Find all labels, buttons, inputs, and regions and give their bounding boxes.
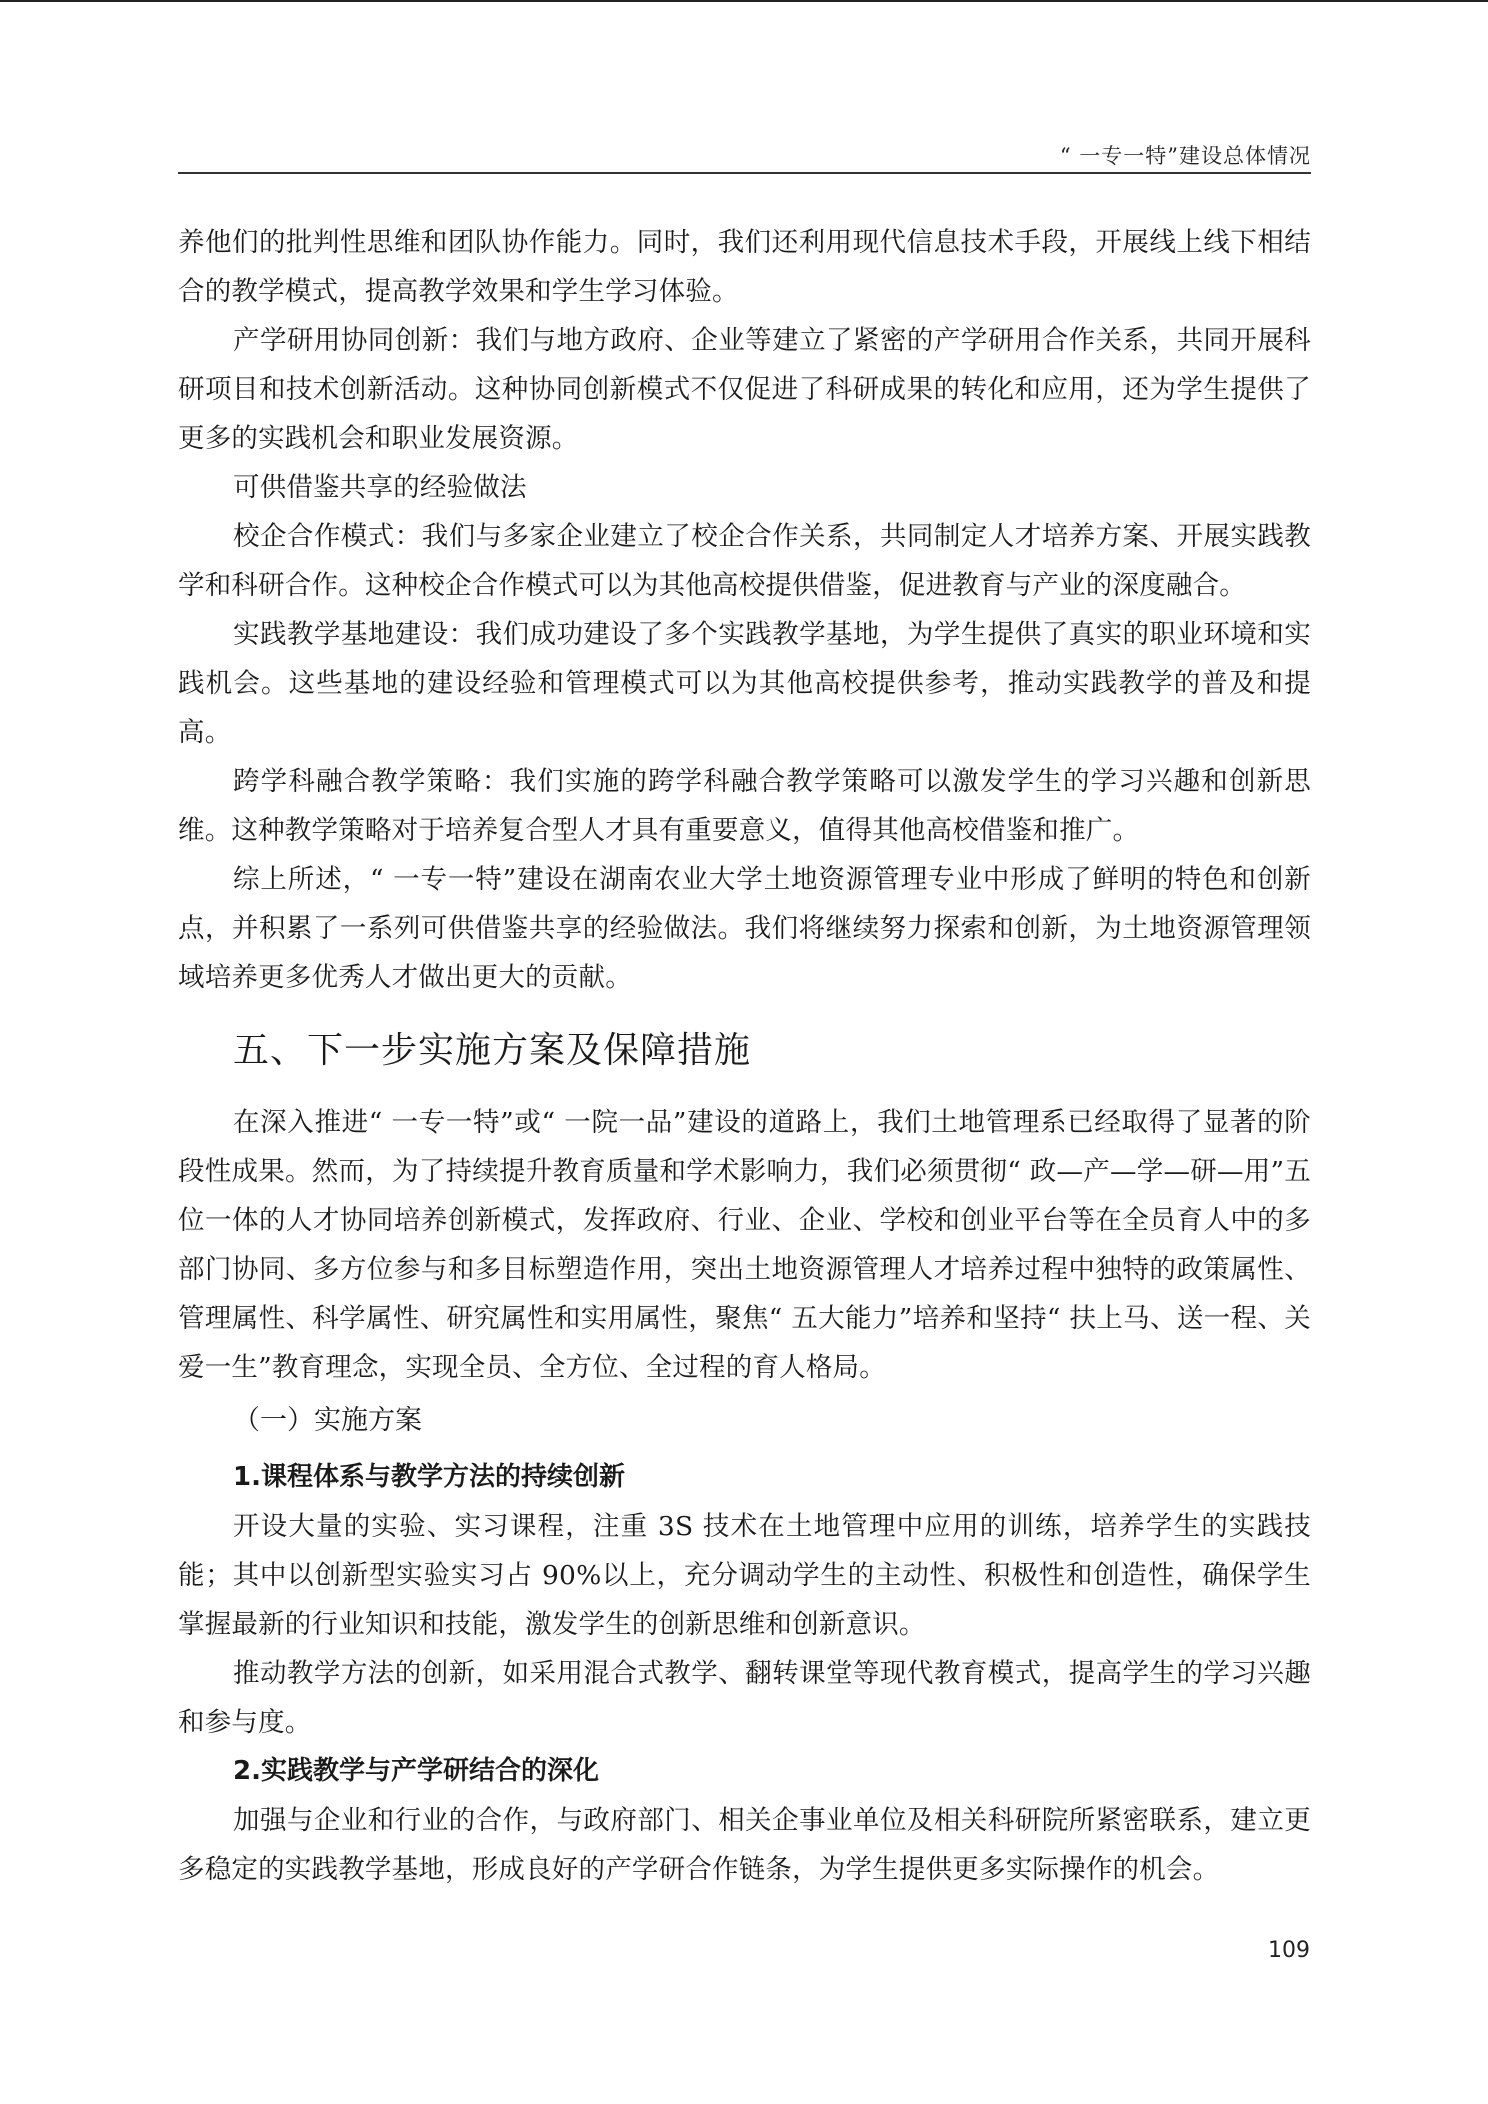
section-heading: 五、下一步实施方案及保障措施 — [233, 1030, 752, 1071]
paragraph: 开设大量的实验、实习课程，注重 3S 技术在土地管理中应用的训练，培养学生的实践技能；其中以创新型实验实习占 90%以上，充分调动学生的主动性、积极性和创造性，确保学生掌握最新的行业知识和技能，激发学生的创新思维和创新意识。 — [178, 1511, 1311, 1640]
item-heading: 1.课程体系与教学方法的持续创新 — [233, 1462, 625, 1492]
page-number: 109 — [1268, 1938, 1310, 1963]
paragraph: 可供借鉴共享的经验做法 — [233, 472, 527, 503]
sub-heading: （一）实施方案 — [233, 1405, 422, 1436]
paragraph: 养他们的批判性思维和团队协作能力。同时，我们还利用现代信息技术手段，开展线上线下相结合的教学模式，提高教学效果和学生学习体验。 — [178, 227, 1311, 307]
paragraph: 实践教学基地建设：我们成功建设了多个实践教学基地，为学生提供了真实的职业环境和实践机会。这些基地的建设经验和管理模式可以为其他高校提供参考，推动实践教学的普及和提高。 — [178, 619, 1311, 748]
paragraph: 产学研用协同创新：我们与地方政府、企业等建立了紧密的产学研用合作关系，共同开展科研项目和技术创新活动。这种协同创新模式不仅促进了科研成果的转化和应用，还为学生提供了更多的实践机会和职业发展资源。 — [178, 325, 1311, 454]
paragraph: 校企合作模式：我们与多家企业建立了校企合作关系，共同制定人才培养方案、开展实践教学和科研合作。这种校企合作模式可以为其他高校提供借鉴，促进教育与产业的深度融合。 — [178, 521, 1311, 601]
paragraph: 推动教学方法的创新，如采用混合式教学、翻转课堂等现代教育模式，提高学生的学习兴趣和参与度。 — [178, 1658, 1311, 1738]
paragraph: 加强与企业和行业的合作，与政府部门、相关企事业单位及相关科研院所紧密联系，建立更多稳定的实践教学基地，形成良好的产学研合作链条，为学生提供更多实际操作的机会。 — [178, 1805, 1311, 1885]
page-top-border — [0, 0, 1488, 2]
section-intro: 在深入推进“ 一专一特”或“ 一院一品”建设的道路上，我们土地管理系已经取得了显著的阶段性成果。然而，为了持续提升教育质量和学术影响力，我们必须贯彻“ 政—产—学—研—用”五位一体的人才协同培养创新模式，发挥政府、行业、企业、学校和创业平台等在全员育人中的多部门协同、多方位参与和多目标塑造作用，突出土地资源管理人才培养过程中独特的政策属性、管理属性、科学属性、研究属性和实用属性，聚焦“ 五大能力”培养和坚持“ 扶上马、送一程、关爱一生”教育理念，实现全员、全方位、全过程的育人格局。 — [178, 1107, 1311, 1383]
header-rule — [178, 172, 1311, 174]
page-body — [178, 218, 1311, 1894]
running-header: “ 一专一特”建设总体情况 — [1059, 144, 1311, 168]
paragraph: 综上所述，“ 一专一特”建设在湖南农业大学土地资源管理专业中形成了鲜明的特色和创新点，并积累了一系列可供借鉴共享的经验做法。我们将继续努力探索和创新，为土地资源管理领域培养更多优秀人才做出更大的贡献。 — [178, 864, 1311, 993]
item-heading: 2.实践教学与产学研结合的深化 — [233, 1756, 599, 1786]
paragraph: 跨学科融合教学策略：我们实施的跨学科融合教学策略可以激发学生的学习兴趣和创新思维。这种教学策略对于培养复合型人才具有重要意义，值得其他高校借鉴和推广。 — [178, 766, 1311, 846]
